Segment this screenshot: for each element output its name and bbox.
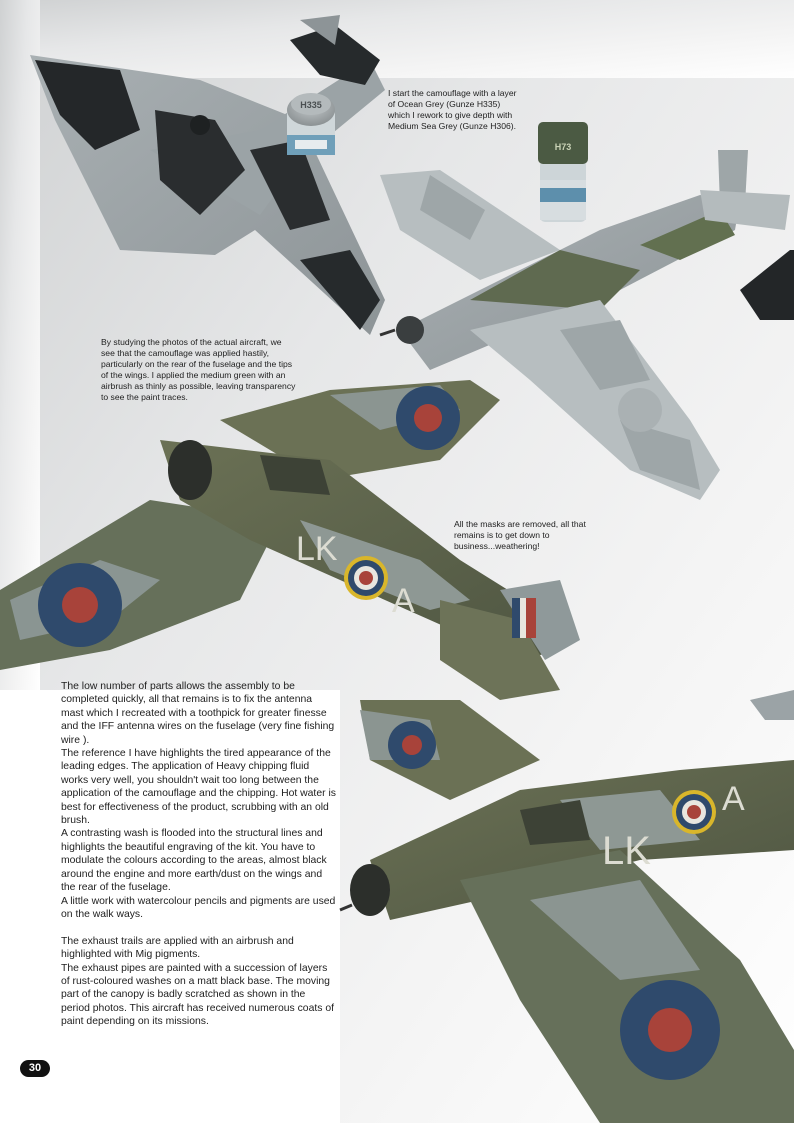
caption-photos: By studying the photos of the actual aircraft, we see that the camouflage was applied hastily, particularly on the rear of the fuselage and the tips of the wings. I applied the medium green with an airbrush as thinly as possible, leaving transparency to see the paint traces. — [101, 337, 296, 402]
body-paragraph: The exhaust trails are applied with an airbrush and highlighted with Mig pigments. — [61, 935, 294, 961]
jar-code-h73: H73 — [554, 142, 572, 152]
body-paragraph: A contrasting wash is flooded into the structural lines and highlights the beautiful engraving of the kit. You have to modulate the colours according to the areas, almost black around the engine and more earth/dust on the wings and the rear of the fuselage. — [61, 828, 327, 894]
jar-code-h335: H335 — [300, 100, 322, 110]
fuselage-code-lk: LK — [296, 530, 338, 568]
fuselage-letter-a: A — [392, 582, 415, 620]
article-body — [61, 680, 337, 1029]
paragraph-gap — [61, 921, 337, 934]
page-number: 30 — [20, 1060, 50, 1077]
aircraft-finished-bottom — [340, 690, 794, 1123]
caption-camouflage: I start the camouflage with a layer of Ocean Grey (Gunze H335) which I rework to give depth with Medium Sea Grey (Gunze H306). — [388, 88, 517, 131]
aircraft-grey-primer — [30, 15, 385, 335]
body-paragraph: The low number of parts allows the assembly to be completed quickly, all that remains is to fix the antenna mast which I recreated with a toothpick for greater finesse and the IFF antenna wires on the fuselage (very fine fishing wire ). — [61, 681, 335, 746]
aircraft-edge-dark-wing — [740, 250, 794, 320]
fuselage-letter-a-2: A — [722, 780, 745, 818]
body-paragraph: The reference I have highlights the tired appearance of the leading edges. The application of Heavy chipping fluid works very well, you shouldn't wait too long between the application of the camouflage and the chipping. Hot water is best for effectiveness of the product, scrubbing with an old brush. — [61, 748, 336, 827]
paint-jar-h73 — [538, 122, 588, 222]
caption-masks: All the masks are removed, all that remains is to get down to business...weathering! — [454, 519, 586, 551]
body-paragraph: The exhaust pipes are painted with a succession of layers of rust-coloured washes on a matt black base. The moving part of the canopy is badly scratched as shown in the period photos. This aircraft has received numerous coats of paint depending on its missions. — [61, 962, 334, 1028]
body-paragraph: A little work with watercolour pencils and pigments are used on the walk ways. — [61, 895, 336, 920]
fuselage-code-lk-2: LK — [602, 829, 651, 873]
paint-jar-h335 — [287, 93, 335, 155]
